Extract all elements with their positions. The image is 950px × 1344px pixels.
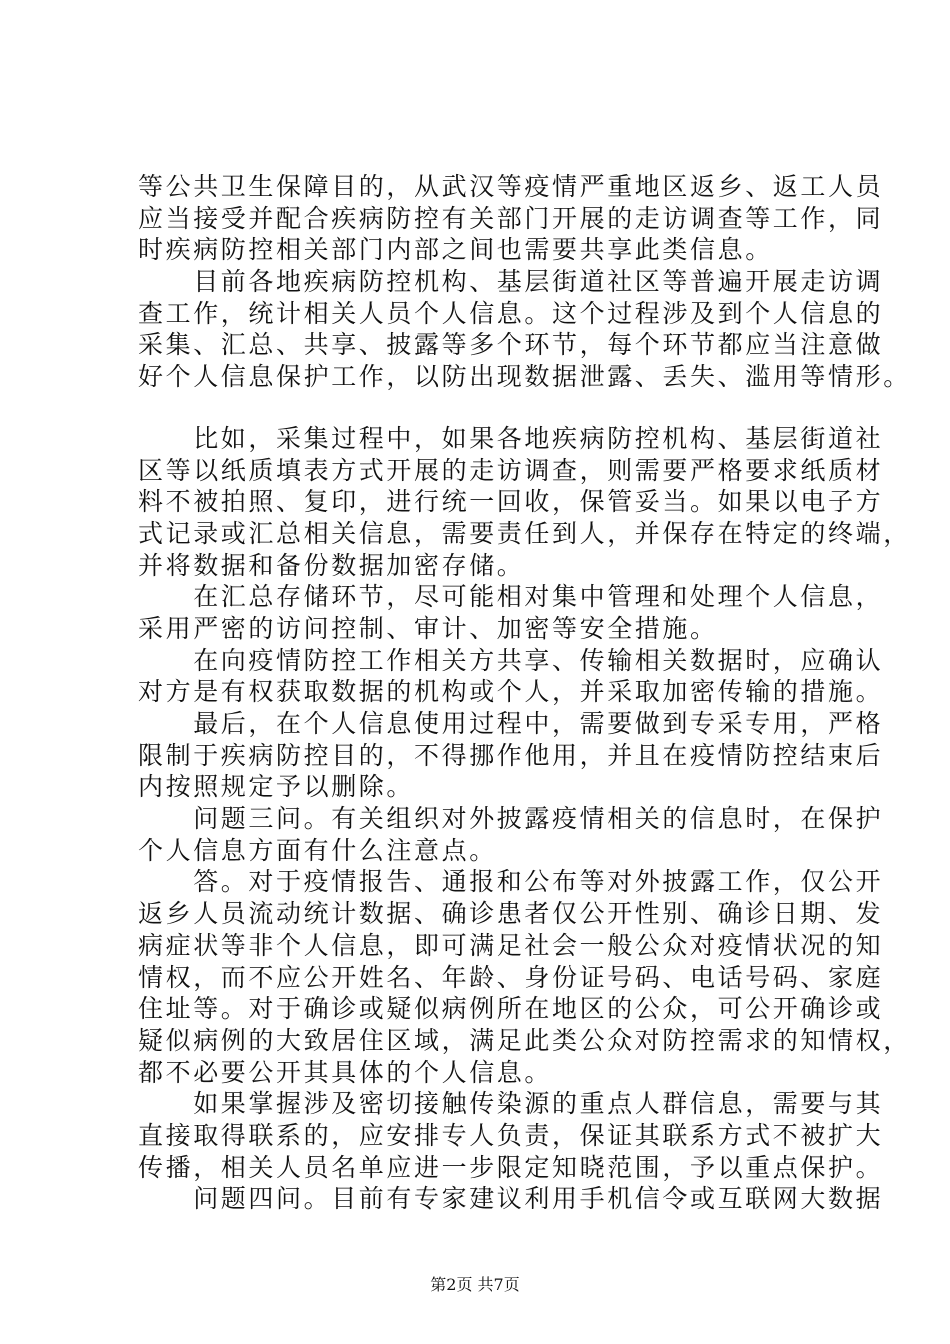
text-line: 对方是有权获取数据的机构或个人，并采取加密传输的措施。: [138, 677, 884, 707]
text-line: 采集、汇总、共享、披露等多个环节，每个环节都应当注意做: [138, 330, 884, 360]
text-line: 等公共卫生保障目的，从武汉等疫情严重地区返乡、返工人员: [138, 172, 884, 201]
text-line: 比如，采集过程中，如果各地疾病防控机构、基层街道社: [138, 423, 884, 453]
text-line: 直接取得联系的，应安排专人负责，保证其联系方式不被扩大: [138, 1120, 884, 1150]
body-text: [138, 171, 911, 1215]
text-line: 目前各地疾病防控机构、基层街道社区等普遍开展走访调: [138, 267, 884, 297]
text-line: 答。对于疫情报告、通报和公布等对外披露工作，仅公开: [138, 867, 884, 897]
text-line: 疑似病例的大致居住区域，满足此类公众对防控需求的知情权，: [138, 1025, 911, 1055]
text-line: 最后，在个人信息使用过程中，需要做到专采专用，严格: [138, 709, 884, 738]
paragraph-gap: [138, 393, 828, 423]
text-line: 查工作，统计相关人员个人信息。这个过程涉及到个人信息的: [138, 298, 884, 328]
text-line: 如果掌握涉及密切接触传染源的重点人群信息，需要与其: [138, 1089, 884, 1119]
text-line: 问题四问。目前有专家建议利用手机信令或互联网大数据: [138, 1184, 884, 1214]
text-line: 内按照规定予以删除。: [138, 772, 415, 802]
text-line: 病症状等非个人信息，即可满足社会一般公众对疫情状况的知: [138, 930, 884, 960]
text-line: 采用严密的访问控制、审计、加密等安全措施。: [138, 613, 718, 643]
text-line: 住址等。对于确诊或疑似病例所在地区的公众，可公开确诊或: [138, 994, 884, 1024]
text-line: 时疾病防控相关部门内部之间也需要共享此类信息。: [138, 235, 773, 265]
text-line: 传播，相关人员名单应进一步限定知晓范围，予以重点保护。: [138, 1152, 884, 1182]
text-line: 应当接受并配合疾病防控有关部门开展的走访调查等工作，同: [138, 203, 884, 233]
text-line: 区等以纸质填表方式开展的走访调查，则需要严格要求纸质材: [138, 455, 884, 485]
text-line: 都不必要公开其具体的个人信息。: [138, 1057, 553, 1087]
text-line: 并将数据和备份数据加密存储。: [138, 550, 525, 580]
text-line: 好个人信息保护工作，以防出现数据泄露、丢失、滥用等情形。: [138, 362, 911, 392]
text-line: 个人信息方面有什么注意点。: [138, 835, 497, 865]
text-line: 情权，而不应公开姓名、年龄、身份证号码、电话号码、家庭: [138, 962, 884, 992]
page-footer: 第2页 共7页: [430, 1275, 520, 1294]
text-line: 料不被拍照、复印，进行统一回收，保管妥当。如果以电子方: [138, 487, 884, 517]
text-line: 限制于疾病防控目的，不得挪作他用，并且在疫情防控结束后: [138, 740, 884, 770]
text-line: 返乡人员流动统计数据、确诊患者仅公开性别、确诊日期、发: [138, 899, 884, 929]
text-line: 问题三问。有关组织对外披露疫情相关的信息时，在保护: [138, 804, 884, 834]
text-line: 式记录或汇总相关信息，需要责任到人，并保存在特定的终端，: [138, 518, 911, 548]
text-line: 在向疫情防控工作相关方共享、传输相关数据时，应确认: [138, 645, 884, 675]
text-line: 在汇总存储环节，尽可能相对集中管理和处理个人信息，: [138, 582, 884, 612]
